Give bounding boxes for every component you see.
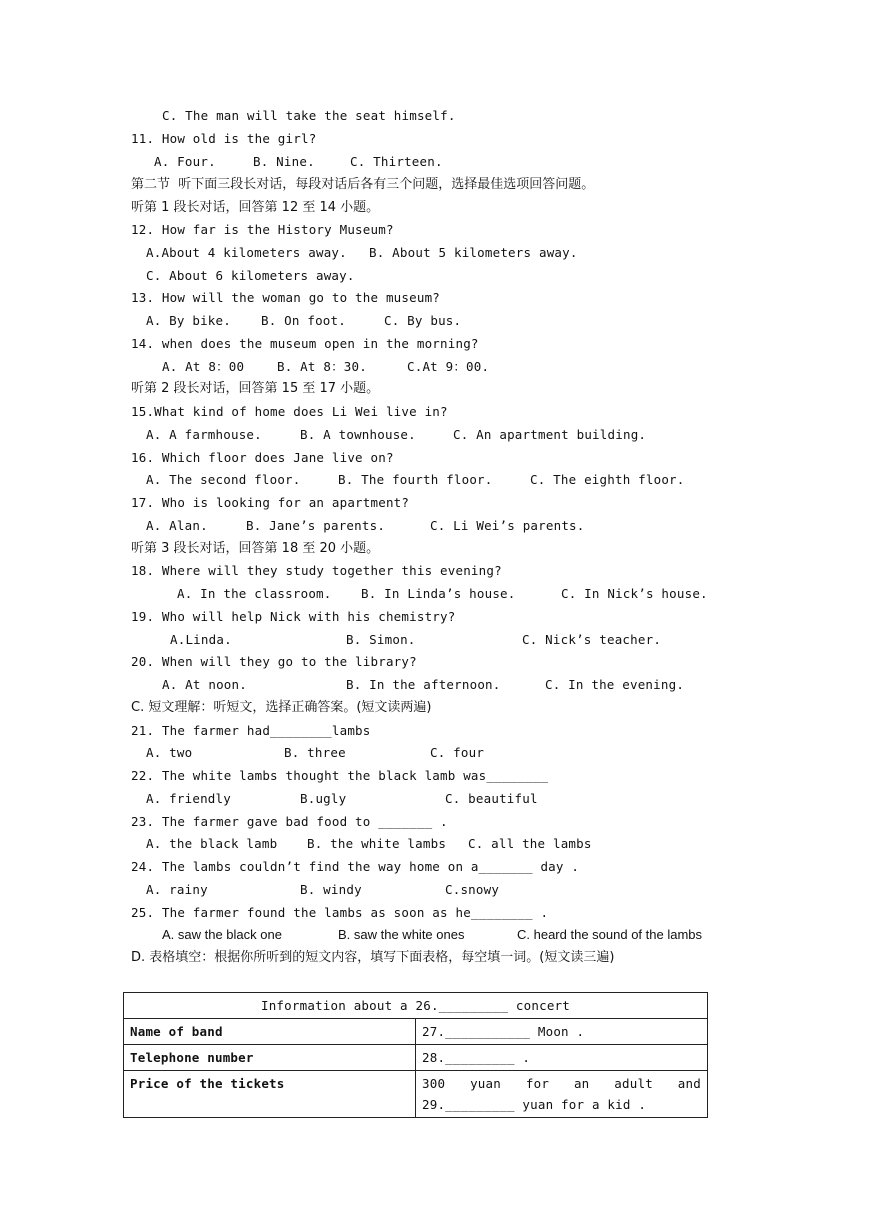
text-line: 23. The farmer gave bad food to _______ . xyxy=(131,814,448,829)
option-row xyxy=(0,881,869,899)
answer-option: B. The fourth floor. xyxy=(338,472,493,487)
option-row xyxy=(0,471,869,489)
row-label: Price of the tickets xyxy=(124,1071,416,1118)
answer-option: B. Jane’s parents. xyxy=(246,518,386,533)
text-line: 第二节 听下面三段长对话，每段对话后各有三个问题，选择最佳选项回答问题。 xyxy=(131,177,595,192)
text-line: 13. How will the woman go to the museum? xyxy=(131,290,441,305)
answer-option: B. On foot. xyxy=(261,313,346,328)
text-line: 21. The farmer had________lambs xyxy=(131,723,371,738)
answer-option: C. beautiful xyxy=(445,791,538,806)
answer-option: A. In the classroom. xyxy=(177,586,332,601)
text-line: D. 表格填空：根据你所听到的短文内容，填写下面表格，每空填一词。(短文读三遍) xyxy=(131,950,615,965)
row-value: 27.___________ Moon . xyxy=(416,1019,708,1045)
option-row xyxy=(0,585,869,603)
answer-option: C. four xyxy=(430,745,485,760)
answer-option: A. By bike. xyxy=(146,313,231,328)
option-row xyxy=(0,631,869,649)
answer-option: A. Four. xyxy=(154,154,216,169)
table-row xyxy=(124,1071,708,1118)
option-row xyxy=(0,517,869,535)
text-line: 24. The lambs couldn’t find the way home on a_______ day . xyxy=(131,859,580,874)
option-row xyxy=(0,926,869,944)
answer-option: C. heard the sound of the lambs xyxy=(517,927,703,942)
answer-option: B. In the afternoon. xyxy=(346,677,501,692)
text-line: 25. The farmer found the lambs as soon as he________ . xyxy=(131,905,549,920)
answer-option: B. A townhouse. xyxy=(300,427,416,442)
option-row xyxy=(0,244,869,262)
table-title: Information about a 26._________ concert xyxy=(124,993,708,1019)
answer-option: C.At 9：00. xyxy=(407,359,490,374)
answer-option: C. Nick’s teacher. xyxy=(522,632,662,647)
row-value: 28._________ . xyxy=(416,1045,708,1071)
answer-option: C. In Nick’s house. xyxy=(561,586,708,601)
option-row xyxy=(0,312,869,330)
text-line: C. 短文理解：听短文，选择正确答案。(短文读两遍) xyxy=(131,700,432,715)
text-line: 20. When will they go to the library? xyxy=(131,654,417,669)
answer-option: A. Alan. xyxy=(146,518,208,533)
option-row xyxy=(0,426,869,444)
text-line: C. About 6 kilometers away. xyxy=(146,268,355,283)
text-line: 听第 1 段长对话，回答第 12 至 14 小题。 xyxy=(131,200,380,215)
answer-option: B. three xyxy=(284,745,346,760)
table-row xyxy=(124,1045,708,1071)
answer-option: A.About 4 kilometers away. xyxy=(146,245,347,260)
answer-option: A.Linda. xyxy=(170,632,232,647)
option-row xyxy=(0,744,869,762)
answer-option: B. At 8：30. xyxy=(277,359,367,374)
text-line: 11. How old is the girl? xyxy=(131,131,317,146)
option-row xyxy=(0,790,869,808)
answer-option: C. Thirteen. xyxy=(350,154,443,169)
option-row xyxy=(0,835,869,853)
option-row xyxy=(0,153,869,171)
text-line: 听第 3 段长对话，回答第 18 至 20 小题。 xyxy=(131,541,380,556)
answer-option: A. At noon. xyxy=(162,677,247,692)
answer-option: A. saw the black one xyxy=(162,927,282,942)
answer-option: B. About 5 kilometers away. xyxy=(369,245,578,260)
answer-option: B. In Linda’s house. xyxy=(361,586,516,601)
answer-option: C. all the lambs xyxy=(468,836,592,851)
table-row xyxy=(124,1019,708,1045)
answer-option: C. An apartment building. xyxy=(453,427,647,442)
text-line: C. The man will take the seat himself. xyxy=(162,108,456,123)
answer-option: A. two xyxy=(146,745,193,760)
answer-option: A. The second floor. xyxy=(146,472,301,487)
answer-option: C. Li Wei’s parents. xyxy=(430,518,585,533)
text-line: 15.What kind of home does Li Wei live in? xyxy=(131,404,448,419)
answer-option: A. At 8：00 xyxy=(162,359,245,374)
text-line: 听第 2 段长对话，回答第 15 至 17 小题。 xyxy=(131,381,380,396)
answer-option: B. windy xyxy=(300,882,362,897)
row-label: Name of band xyxy=(124,1019,416,1045)
text-line: 16. Which floor does Jane live on? xyxy=(131,450,394,465)
text-line: 18. Where will they study together this evening? xyxy=(131,563,502,578)
answer-option: B. the white lambs xyxy=(307,836,447,851)
text-line: 17. Who is looking for an apartment? xyxy=(131,495,410,510)
option-row xyxy=(0,676,869,694)
text-line: 12. How far is the History Museum? xyxy=(131,222,394,237)
answer-option: B. Nine. xyxy=(253,154,315,169)
concert-info-table xyxy=(123,992,708,1118)
table-header-row xyxy=(124,993,708,1019)
answer-option: B. Simon. xyxy=(346,632,416,647)
answer-option: A. friendly xyxy=(146,791,231,806)
text-line: 19. Who will help Nick with his chemistry? xyxy=(131,609,456,624)
row-label: Telephone number xyxy=(124,1045,416,1071)
row-value: 300 yuan for an adult and 29._________ yuan for a kid . xyxy=(416,1071,708,1118)
answer-option: C. By bus. xyxy=(384,313,462,328)
answer-option: B.ugly xyxy=(300,791,347,806)
answer-option: A. A farmhouse. xyxy=(146,427,262,442)
answer-option: A. rainy xyxy=(146,882,208,897)
answer-option: C. In the evening. xyxy=(545,677,685,692)
answer-option: A. the black lamb xyxy=(146,836,278,851)
answer-option: C. The eighth floor. xyxy=(530,472,685,487)
text-line: 22. The white lambs thought the black lamb was________ xyxy=(131,768,549,783)
text-line: 14. when does the museum open in the morning? xyxy=(131,336,479,351)
answer-option: C.snowy xyxy=(445,882,500,897)
answer-option: B. saw the white ones xyxy=(338,927,465,942)
option-row xyxy=(0,358,869,376)
